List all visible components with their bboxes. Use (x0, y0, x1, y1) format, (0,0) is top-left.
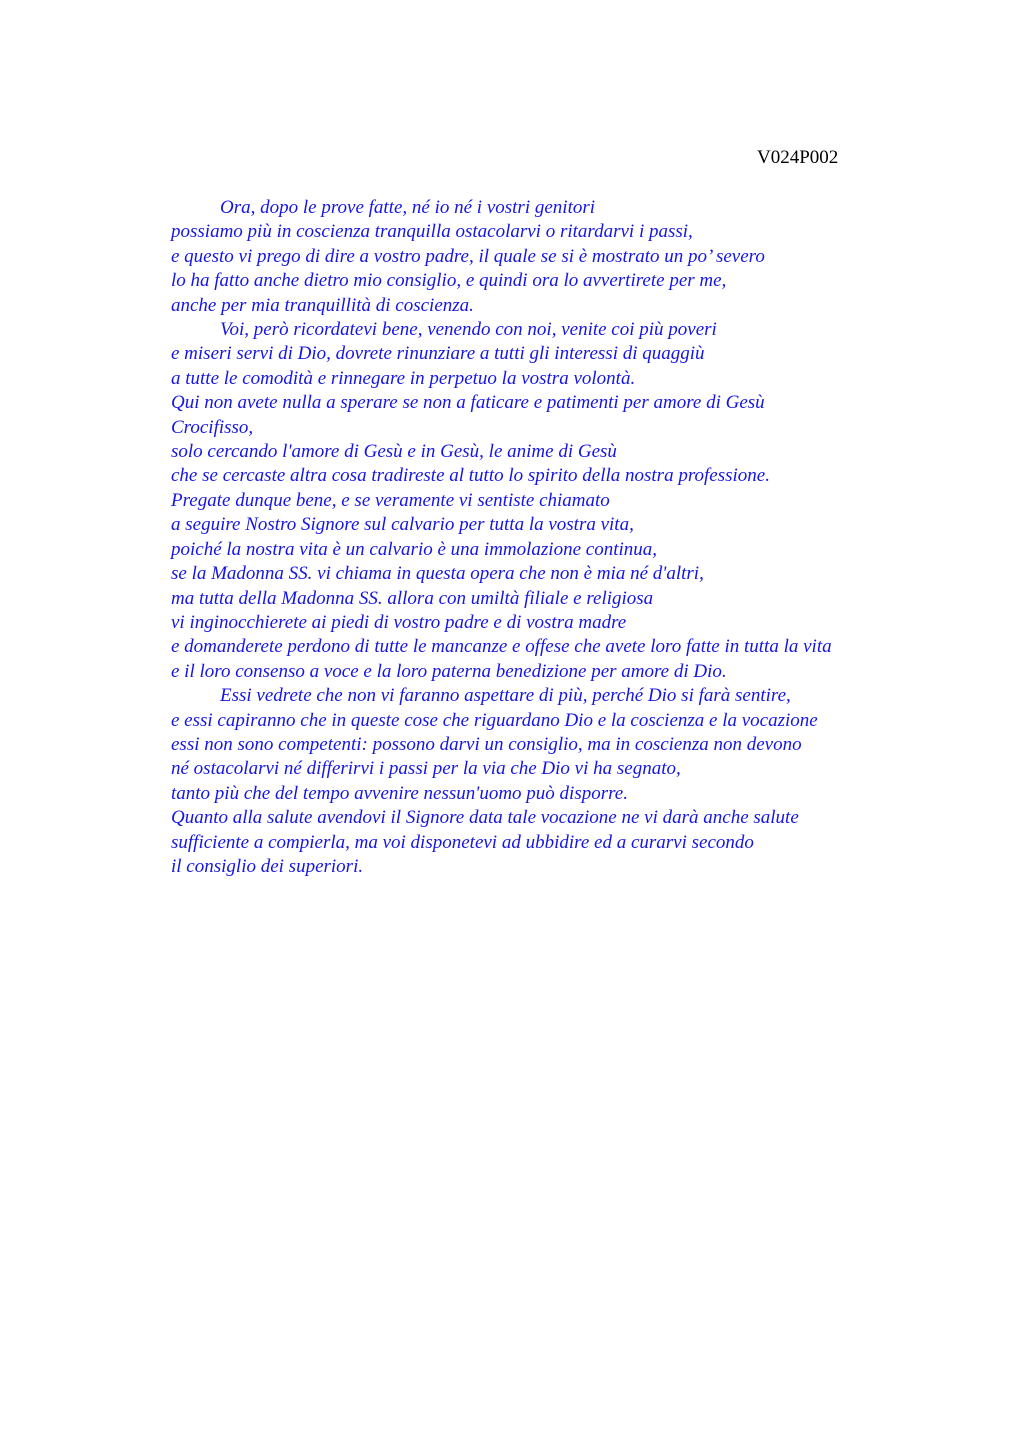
text-line: e domanderete perdono di tutte le mancanze e offese che avete loro fatte in tutta la vita (171, 636, 832, 658)
text-line: lo ha fatto anche dietro mio consiglio, e quindi ora lo avvertirete per me, (171, 270, 727, 292)
text-line: Ora, dopo le prove fatte, né io né i vostri genitori (220, 197, 596, 218)
text-line: né ostacolarvi né differirvi i passi per la via che Dio vi ha segnato, (171, 758, 681, 780)
text-line: Qui non avete nulla a sperare se non a faticare e patimenti per amore di Gesù (171, 392, 765, 414)
text-line: essi non sono competenti: possono darvi un consiglio, ma in coscienza non devono (171, 733, 802, 755)
page-reference: V024P002 (757, 147, 839, 168)
text-line: Quanto alla salute avendovi il Signore data tale vocazione ne vi darà anche salute (171, 807, 799, 829)
text-line: vi inginocchierete ai piedi di vostro padre e di vostra madre (171, 611, 627, 633)
text-line: solo cercando l'amore di Gesù e in Gesù, le anime di Gesù (171, 441, 617, 463)
text-line: e questo vi prego di dire a vostro padre, il quale se si è mostrato un po’ severo (171, 245, 765, 267)
text-line: a seguire Nostro Signore sul calvario per tutta la vostra vita, (171, 514, 634, 536)
text-line: sufficiente a compierla, ma voi disponetevi ad ubbidire ed a curarvi secondo (171, 831, 754, 853)
text-line: possiamo più in coscienza tranquilla ostacolarvi o ritardarvi i passi, (171, 221, 693, 243)
text-line: Crocifisso, (171, 416, 254, 438)
text-line: che se cercaste altra cosa tradireste al tutto lo spirito della nostra professione. (171, 465, 770, 487)
text-line: tanto più che del tempo avvenire nessun'uomo può disporre. (171, 782, 628, 804)
text-line: Essi vedrete che non vi faranno aspettare di più, perché Dio si farà sentire, (220, 685, 791, 707)
text-line: anche per mia tranquillità di coscienza. (171, 294, 474, 316)
text-line: e miseri servi di Dio, dovrete rinunziare a tutti gli interessi di quaggiù (171, 343, 705, 365)
text-line: Voi, però ricordatevi bene, venendo con noi, venite coi più poveri (220, 319, 717, 341)
text-line: Pregate dunque bene, e se veramente vi sentiste chiamato (171, 489, 610, 511)
text-line: e essi capiranno che in queste cose che riguardano Dio e la coscienza e la vocazione (171, 709, 818, 731)
text-line: e il loro consenso a voce e la loro paterna benedizione per amore di Dio. (171, 660, 727, 682)
text-line: ma tutta della Madonna SS. allora con umiltà filiale e religiosa (171, 587, 654, 609)
letter-body (171, 196, 911, 879)
text-line: a tutte le comodità e rinnegare in perpetuo la vostra volontà. (171, 367, 636, 389)
text-line: il consiglio dei superiori. (171, 855, 364, 877)
text-line: poiché la nostra vita è un calvario è una immolazione continua, (171, 538, 658, 560)
text-line: se la Madonna SS. vi chiama in questa opera che non è mia né d'altri, (171, 563, 704, 585)
